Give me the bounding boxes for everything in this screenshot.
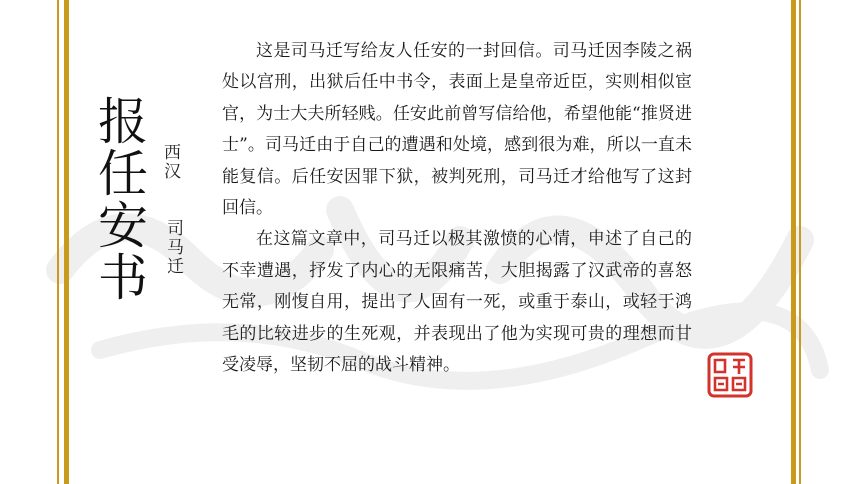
left-border-thick [64,0,69,484]
dynasty-label: 西汉 [160,143,180,181]
title: 报任安书 [90,95,148,303]
left-border-thin [57,0,59,484]
paragraph-1: 这是司马迁写给友人任安的一封回信。司马迁因李陵之祸处以宫刑，出狱后任中书令，表面上是皇帝近臣，实则相似宦官，为士大夫所轻贱。任安此前曾写信给他，希望他能“推贤进士”。司马迁由于自己的遭遇和处境，感到很为难，所以一直未能复信。后任安因罪下狱，被判死刑，司马迁才给他写了这封回信。 [222,41,692,219]
body-text [222,36,692,381]
right-border-thick [791,0,796,484]
author-label: 司马迁 [163,219,183,276]
seal-stamp [707,352,753,398]
paragraph-2: 在这篇文章中，司马迁以极其激愤的心情，申述了自己的不幸遭遇，抒发了内心的无限痛苦，大胆揭露了汉武帝的喜怒无常，刚愎自用，提出了人固有一死，或重于泰山，或轻于鸿毛的比较进步的生死观，并表现出了他为实现可贵的理想而甘受凌辱，坚韧不屈的战斗精神。 [222,229,692,376]
right-border-thin [799,0,801,484]
